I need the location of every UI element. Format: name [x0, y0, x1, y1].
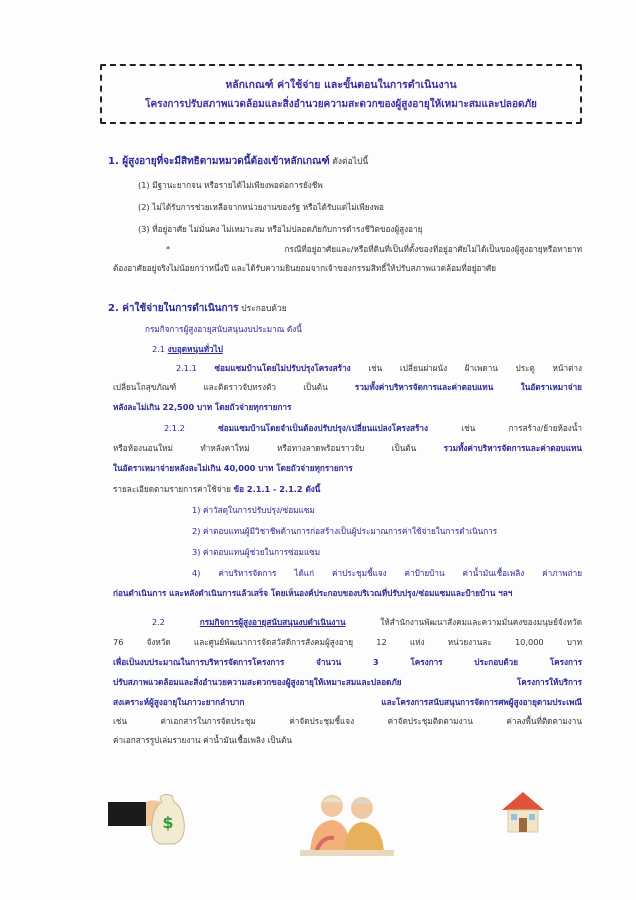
section1-title-rest: ดังต่อไปนี้ — [329, 157, 369, 167]
criteria-item-1: (1) มีฐานะยากจน หรือรายได้ไม่เพียงพอต่อการยังชีพ — [138, 180, 323, 190]
expense-detail-ref: ข้อ 2.1.1 - 2.1.2 ดังนี้ — [233, 484, 321, 494]
criteria-note-line2: ต้องอาศัยอยู่จริงไม่น้อยกว่าหนึ่งปี และได้รับความยินยอมจากเจ้าของกรรมสิทธิ์ให้ปรับสภาพแวดล้อมที่อยู่อาศัย — [113, 263, 497, 273]
item-2-1-1-examples-cont: เปลี่ยนโถสุขภัณฑ์ และติดราวจับทรงตัว เป็นต้น — [113, 382, 355, 392]
general-subsidy-heading — [152, 344, 223, 355]
item-2-2-line2: 76 จังหวัด และศูนย์พัฒนาการจัดสวัสดิการสังคมผู้สูงอายุ 12 แห่ง หน่วยงานละ 10,000 บาท — [113, 637, 582, 647]
title-box — [100, 64, 582, 124]
item-2-2-line5: สงเคราะห์ผู้สูงอายุในภาวะยากลำบาก และโครงการสนับสนุนการจัดการศพผู้สูงอายุตามประเพณี — [113, 697, 582, 707]
item-2-2-title: กรมกิจการผู้สูงอายุสนับสนุนงบดำเนินงาน — [199, 617, 346, 627]
item-2-1-1-rate: รวมทั้งค่าบริหารจัดการและค่าตอบแทน ในอัตราเหมาจ่าย — [354, 382, 582, 392]
item-number: 2.1 — [152, 344, 168, 354]
expense-detail-line — [113, 484, 320, 495]
item-2-1-2-title: ซ่อมแซมบ้านโดยจำเป็นต้องปรับปรุง/เปลี่ยนแปลงโครงสร้าง — [218, 423, 428, 433]
section2-title-rest: ประกอบด้วย — [238, 304, 287, 314]
item-2-1-1-line3: หลังละไม่เกิน 22,500 บาท โดยถัวจ่ายทุกรายการ — [113, 402, 292, 412]
section1-heading — [108, 156, 368, 168]
item-2-2-line4: ปรับสภาพแวดล้อมและสิ่งอำนวยความสะดวกของผู้สูงอายุให้เหมาะสมและปลอดภัย โครงการให้บริการ — [113, 677, 582, 687]
item-2-1-1-line1 — [176, 363, 582, 374]
elderly-couple-icon — [292, 792, 400, 858]
item-2-1-2-line3: ในอัตราเหมาจ่ายหลังละไม่เกิน 40,000 บาท โดยถัวจ่ายทุกรายการ — [113, 463, 353, 473]
item-2-2-line6: เช่น ค่าเอกสารในการจัดประชุม ค่าจัดประชุมชี้แจง ค่าจัดประชุมติดตามงาน ค่าลงพื้นที่ติดตามงาน — [113, 716, 582, 726]
item-2-2-text: ให้สำนักงานพัฒนาสังคมและความมั่นคงของมนุษย์จังหวัด — [345, 617, 583, 627]
item-number: 2.1.1 — [176, 363, 215, 373]
section2-heading — [108, 303, 287, 315]
general-subsidy-label: งบอุดหนุนทั่วไป — [167, 344, 223, 354]
item-2-1-2-line1 — [164, 423, 582, 434]
item-2-1-1-title: ซ่อมแซมบ้านโดยไม่ปรับปรุงโครงสร้าง — [214, 363, 351, 373]
house-icon — [500, 790, 546, 834]
expense-list-item-2: 2) ค่าตอบแทนผู้มีวิชาชีพด้านการก่อสร้างเป็นผู้ประมาณการค่าใช้จ่ายในการดำเนินการ — [192, 526, 498, 536]
section2-title: 2. ค่าใช้จ่ายในการดำเนินการ — [108, 303, 239, 314]
item-2-2-line1 — [152, 617, 582, 628]
criteria-item-2: (2) ไม่ได้รับการช่วยเหลือจากหน่วยงานของรัฐ หรือได้รับแต่ไม่เพียงพอ — [138, 202, 384, 212]
item-2-1-2-examples: เช่น การสร้าง/ย้ายห้องน้ำ — [427, 423, 582, 433]
item-2-1-1-examples: เช่น เปลี่ยนฝาผนัง ฝ้าเพดาน ประตู หน้าต่าง — [350, 363, 583, 373]
expense-list-item-4-line2: ก่อนดำเนินการ และหลังดำเนินการแล้วเสร็จ โดยเห็นองค์ประกอบของบริเวณที่ปรับปรุง/ซ่อมแซมและป้ายบ้าน ฯลฯ — [113, 588, 513, 598]
budget-support-heading: กรมกิจการผู้สูงอายุสนับสนุนงบประมาณ ดังนี้ — [145, 324, 302, 334]
item-2-1-2-examples-cont: หรือห้องนอนใหม่ ทำหลังคาใหม่ หรือทางลาดพร้อมราวจับ เป็นต้น — [113, 443, 444, 453]
expense-list-item-4-line1: 4) ค่าบริหารจัดการ ได้แก่ ค่าประชุมชี้แจง ค่าป้ายบ้าน ค่าน้ำมันเชื้อเพลิง ค่าภาพถ่าย — [192, 568, 582, 578]
page-title: หลักเกณฑ์ ค่าใช้จ่าย และขั้นตอนในการดำเนินงาน — [225, 79, 457, 91]
item-2-2-line7: ค่าเอกสารรูปเล่มรายงาน ค่าน้ำมันเชื้อเพลิง เป็นต้น — [113, 735, 292, 745]
item-2-1-1-line2 — [113, 382, 582, 393]
section1-title: 1. ผู้สูงอายุที่จะมีสิทธิตามหมวดนี้ต้องเข้าหลักเกณฑ์ — [108, 156, 330, 167]
project-title: โครงการปรับสภาพแวดล้อมและสิ่งอำนวยความสะดวกของผู้สูงอายุให้เหมาะสมและปลอดภัย — [145, 99, 537, 110]
expense-detail-text: รายละเอียดตามรายการค่าใช้จ่าย — [113, 484, 234, 494]
hand-with-money-bag-icon — [108, 792, 198, 856]
svg-text:$: $ — [162, 813, 174, 832]
item-number: 2.2 — [152, 617, 200, 627]
item-2-1-2-rate: รวมทั้งค่าบริหารจัดการและค่าตอบแทน — [443, 443, 582, 453]
criteria-note-line1: * กรณีที่อยู่อาศัยและ/หรือที่ดินที่เป็นที่ตั้งของที่อยู่อาศัยไม่ได้เป็นของผู้สูงอายุหรือทายาท — [166, 244, 582, 254]
criteria-item-3: (3) ที่อยู่อาศัย ไม่มั่นคง ไม่เหมาะสม หรือไม่ปลอดภัยกับการดำรงชีวิตของผู้สูงอายุ — [138, 224, 423, 234]
expense-list-item-1: 1) ค่าวัสดุในการปรับปรุง/ซ่อมแซม — [192, 505, 315, 515]
item-2-2-line3: เพื่อเป็นงบประมาณในการบริหารจัดการโครงการ จำนวน 3 โครงการ ประกอบด้วย โครงการ — [113, 657, 582, 667]
item-number: 2.1.2 — [164, 423, 219, 433]
expense-list-item-3: 3) ค่าตอบแทนผู้ช่วยในการซ่อมแซม — [192, 547, 321, 557]
item-2-1-2-line2 — [113, 443, 582, 454]
